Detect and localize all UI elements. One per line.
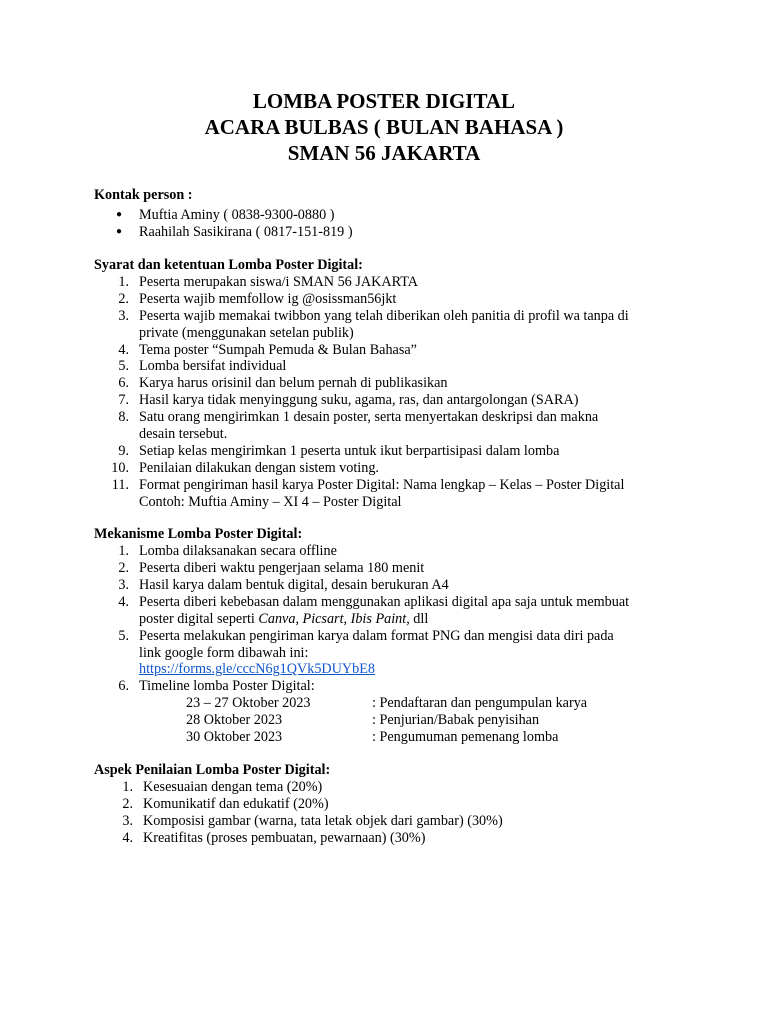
list-text: Satu orang mengirimkan 1 desain poster, serta menyertakan deskripsi dan makna (139, 409, 599, 425)
list-number: 8. (118, 409, 129, 425)
list-text: Komunikatif dan edukatif (20%) (143, 796, 329, 812)
list-number: 4. (118, 342, 129, 358)
syarat-heading: Syarat dan ketentuan Lomba Poster Digital: (94, 257, 363, 273)
title-line-3: SMAN 56 JAKARTA (287, 141, 481, 165)
app-name: Picsart (302, 611, 344, 627)
list-text: Lomba bersifat individual (139, 358, 287, 374)
list-text: Peserta merupakan siswa/i SMAN 56 JAKARTA (139, 274, 418, 290)
google-form-link[interactable]: https://forms.gle/cccN6g1QVk5DUYbE8 (139, 661, 376, 677)
aspek-heading: Aspek Penilaian Lomba Poster Digital: (94, 762, 331, 778)
mekanisme-heading: Mekanisme Lomba Poster Digital: (94, 526, 303, 542)
list-number: 11. (111, 477, 129, 493)
list-number: 1. (122, 779, 133, 795)
list-text: Tema poster “Sumpah Pemuda & Bulan Bahasa” (139, 342, 417, 358)
list-number: 1. (118, 274, 129, 290)
list-text: desain tersebut. (139, 426, 228, 442)
list-number: 10. (111, 460, 129, 476)
title-line-2: ACARA BULBAS ( BULAN BAHASA ) (204, 115, 564, 139)
list-text: private (menggunakan setelan publik) (139, 325, 354, 341)
list-text: Karya harus orisinil dan belum pernah di publikasikan (139, 375, 448, 391)
app-name: Ibis Paint (350, 611, 407, 627)
list-number: 5. (118, 358, 129, 374)
list-text: Peserta wajib memakai twibbon yang telah diberikan oleh panitia di profil wa tanpa di (139, 308, 629, 324)
list-text: Penilaian dilakukan dengan sistem voting. (139, 460, 379, 476)
list-number: 2. (118, 291, 129, 307)
title-line-1: LOMBA POSTER DIGITAL (252, 89, 516, 113)
list-text: Format pengiriman hasil karya Poster Digital: Nama lengkap – Kelas – Poster Digital (139, 477, 625, 493)
list-text: Peserta wajib memfollow ig @osissman56jkt (139, 291, 397, 307)
list-number: 9. (118, 443, 129, 459)
list-text: Hasil karya tidak menyinggung suku, agama, ras, dan antargolongan (SARA) (139, 392, 579, 408)
bullet-icon: ● (116, 209, 123, 220)
list-number: 3. (118, 308, 129, 324)
list-number: 3. (122, 813, 133, 829)
bullet-icon: ● (116, 226, 123, 237)
list-number: 6. (118, 375, 129, 391)
list-text: Komposisi gambar (warna, tata letak objek dari gambar) (30%) (143, 813, 503, 829)
list-number: 4. (122, 830, 133, 846)
list-number: 2. (122, 796, 133, 812)
app-name: Canva (258, 611, 296, 627)
list-text: Contoh: Muftia Aminy – XI 4 – Poster Digital (139, 494, 402, 510)
list-text: Kreatifitas (proses pembuatan, pewarnaan) (30%) (143, 830, 426, 846)
contact-heading: Kontak person : (94, 187, 193, 203)
list-text: Kesesuaian dengan tema (20%) (143, 779, 323, 795)
document-title (0, 88, 768, 166)
list-text: Setiap kelas mengirimkan 1 peserta untuk ikut berpartisipasi dalam lomba (139, 443, 560, 459)
document-page: LOMBA POSTER DIGITAL ACARA BULBAS ( BULAN BAHASA ) SMAN 56 JAKARTA Kontak person : ● Muftia Aminy ( 0838-9300-0880 ) ● Raahilah Sasikirana ( 0817-151-819 ) Syarat dan ketentuan Lomba Poster Digital: 1. Peserta merupakan siswa/i SMAN 56 JAKARTA 2. Peserta wajib memfollow ig @osissman56jkt 3. Peserta wajib memakai twibbon yang telah diberikan oleh panitia di profil wa tanpa di private (menggunakan setelan publik) 4. Tema poster “Sumpah Pemuda & Bulan Bahasa” 5. Lomba bersifat individual 6. Karya harus orisinil dan belum pernah di publikasikan 7. Hasil karya tidak menyinggung suku, agama, ras, dan antargolongan (SARA) 8. Satu orang mengirimkan 1 desain poster, serta menyertakan deskripsi dan makna desain tersebut. 9. Setiap kelas mengirimkan 1 peserta untuk ikut berpartisipasi dalam lomba 10. Penilaian dilakukan dengan sistem voting. 11. Format pengiriman hasil karya Poster Digital: Nama lengkap – Kelas – Poster Digital Contoh: Muftia Aminy – XI 4 – Poster Digital Mekanisme Lomba Poster Digital: 1. Lomba dilaksanakan secara offline 2. Peserta diberi waktu pengerjaan selama 180 menit 3. Hasil karya dalam bentuk digital, desain berukuran A4 4. Peserta diberi kebebasan dalam menggunakan aplikasi digital apa saja untuk membuat poster digital seperti Canva, Picsart, Ibis Paint, dll 5. Peserta melakukan pengiriman karya dalam format PNG dan mengisi data diri pada link google form dibawah ini: https://forms.gle/cccN6g1QVk5DUYbE8 6. Timeline lomba Poster Digital: 23 – 27 Oktober 2023 : Pendaftaran dan pengumpulan karya 28 Oktober 2023 : Penjurian/Babak penyisihan 30 Oktober 2023 : Pengumuman pemenang lomba Aspek Penilaian Lomba Poster Digital: 1. Kesesuaian dengan tema (20%) 2. Komunikatif dan edukatif (20%) 3. Komposisi gambar (warna, tata letak objek dari gambar) (30%) 4. Kreatifitas (proses pembuatan, pewarnaan) (30%) (0, 0, 768, 1024)
list-number: 7. (118, 392, 129, 408)
